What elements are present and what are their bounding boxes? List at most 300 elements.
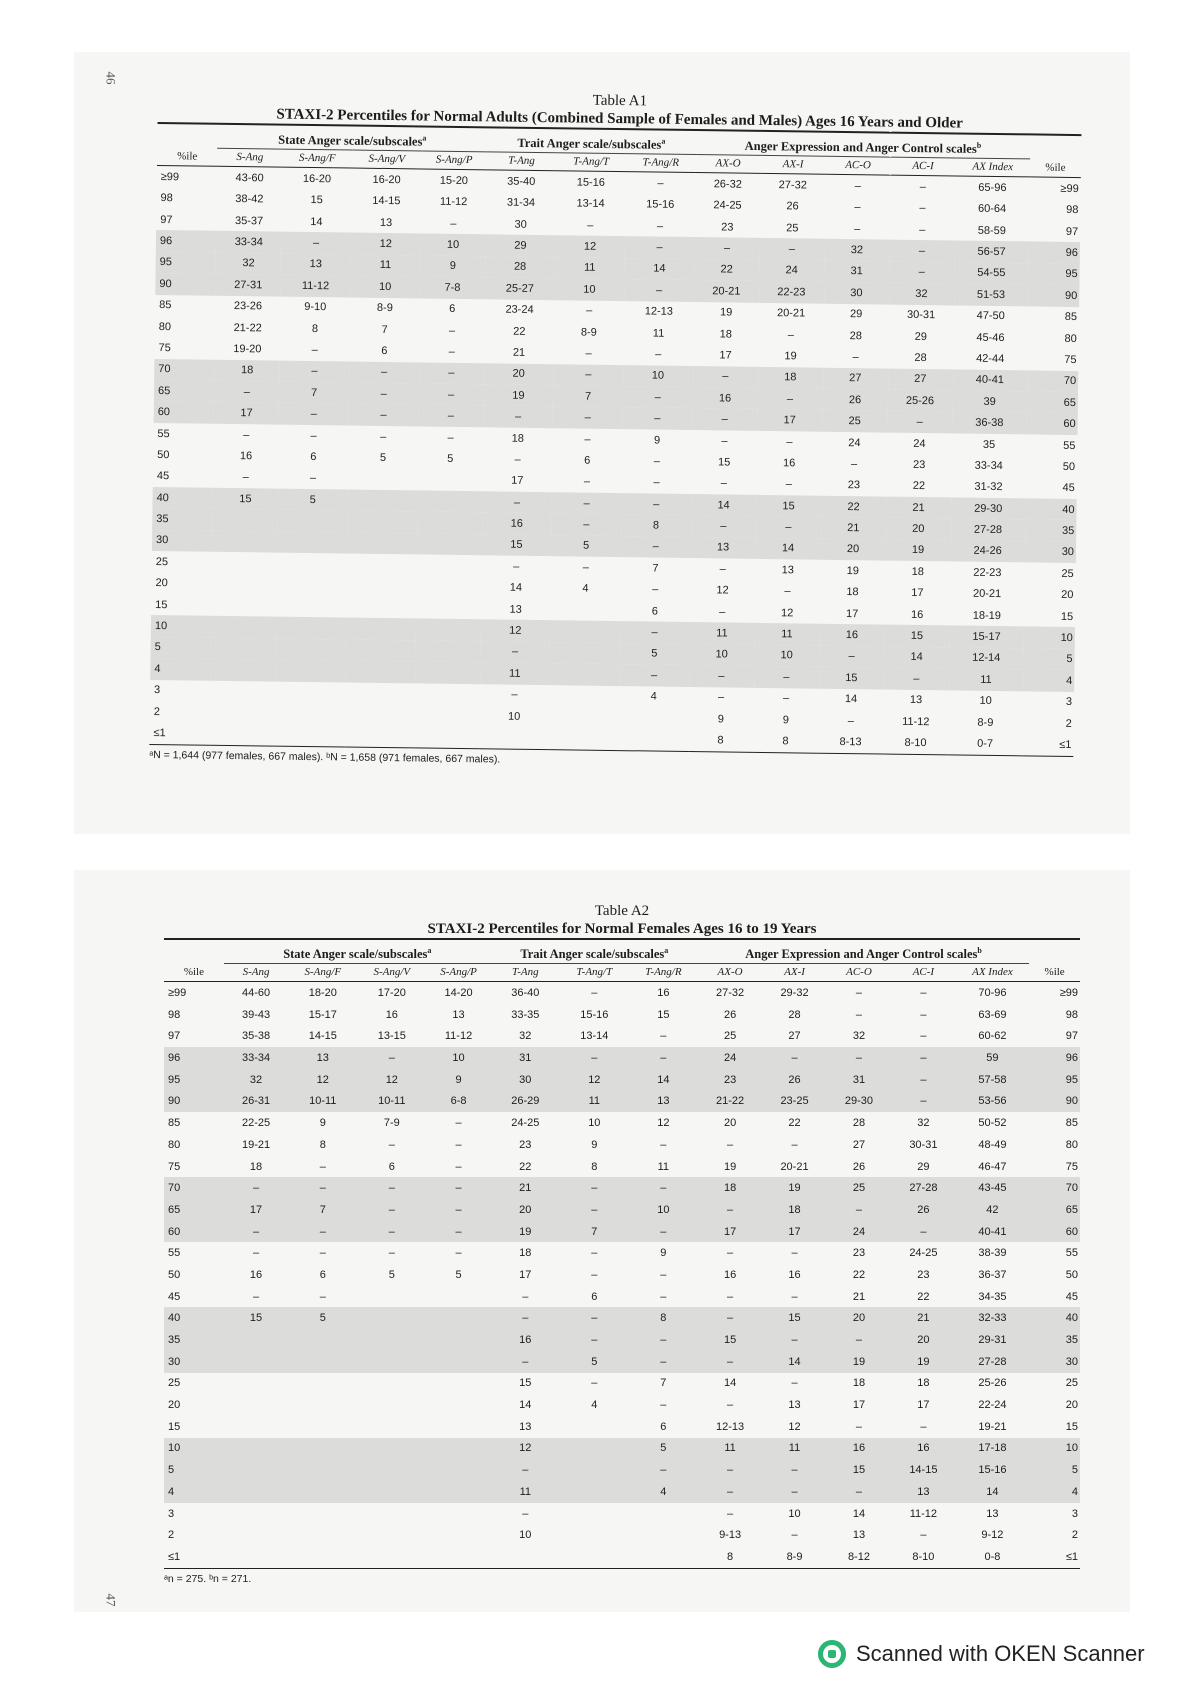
score-cell: 14 (762, 1351, 826, 1373)
score-cell: 0-7 (948, 733, 1023, 756)
score-cell: 35-38 (241, 1030, 271, 1043)
score-cell: 22-23 (759, 281, 824, 303)
column-header: AC-O (827, 964, 891, 982)
percentile-cell: 25 (155, 555, 169, 569)
percentile-cell: 75 (158, 341, 171, 355)
percentile-cell: 50 (1062, 460, 1076, 473)
corner-cell (1030, 134, 1081, 159)
page-number-top: 46 (103, 71, 119, 85)
score-cell: 8 (319, 1138, 326, 1151)
score-cell: 23-26 (233, 300, 263, 313)
score-cell: – (242, 471, 249, 484)
score-cell: 38-42 (235, 193, 264, 206)
score-cell: 11-12 (281, 275, 351, 297)
score-cell (417, 469, 482, 491)
score-cell: 32 (824, 239, 889, 261)
score-cell: – (787, 328, 794, 341)
percentile-cell: 3 (1071, 1507, 1078, 1520)
score-cell: 40-41 (956, 1221, 1030, 1243)
score-cell: 25 (723, 1030, 737, 1043)
score-cell: 29 (849, 308, 863, 321)
score-cell: – (252, 1290, 260, 1303)
score-cell: 16-20 (302, 172, 332, 186)
percentile-cell: ≤1 (1029, 1546, 1080, 1568)
score-cell (357, 1546, 426, 1568)
percentile-cell: 65 (154, 380, 215, 402)
score-cell (288, 1329, 357, 1351)
score-cell: – (560, 1307, 629, 1329)
score-cell: 43-60 (235, 171, 264, 185)
score-cell: – (582, 561, 589, 574)
score-cell: 12 (357, 1069, 426, 1091)
score-cell: – (762, 1481, 826, 1503)
score-cell (357, 1307, 426, 1329)
table-footnote: ᵃn = 275. ᵇn = 271. (164, 1572, 252, 1585)
score-cell: 65-96 (978, 181, 1007, 194)
score-cell: 27 (852, 1138, 866, 1151)
score-cell: 16-20 (372, 173, 401, 187)
score-cell: – (491, 1459, 560, 1481)
score-cell: – (522, 1507, 529, 1520)
table-row (164, 1307, 1080, 1329)
score-cell: – (310, 429, 317, 442)
score-cell (426, 1459, 490, 1481)
anger-expression-group-header: Anger Expression and Anger Control scales$^b$ (698, 939, 1029, 964)
score-cell: 19 (723, 1160, 737, 1173)
score-cell: – (920, 1529, 927, 1542)
score-cell: – (455, 1247, 462, 1260)
score-cell: 11 (480, 662, 550, 684)
score-cell: 14 (844, 693, 858, 706)
score-cell: 4 (650, 690, 657, 703)
score-cell: – (891, 1091, 955, 1113)
score-cell (224, 1459, 288, 1481)
score-cell: 20 (491, 1199, 560, 1221)
score-cell: – (591, 987, 598, 999)
score-cell: 13 (986, 1507, 999, 1520)
column-header: T-Ang (491, 964, 560, 982)
score-cell: – (491, 1307, 560, 1329)
percentile-cell: 2 (153, 705, 161, 718)
score-cell: 16 (910, 608, 924, 621)
corner-cell (164, 939, 224, 964)
score-cell: 7 (279, 382, 349, 404)
score-cell: 10 (350, 276, 420, 298)
score-cell: – (827, 1047, 891, 1069)
percentile-cell: 65 (1029, 1199, 1080, 1221)
percentile-cell: ≥99 (1059, 987, 1078, 999)
score-cell (426, 1416, 490, 1438)
percentile-cell: 90 (155, 273, 216, 295)
score-cell (288, 1459, 357, 1481)
score-cell (549, 706, 619, 728)
score-cell: 24 (827, 1221, 891, 1243)
score-cell: 17 (845, 607, 859, 620)
percentile-cell: 55 (1065, 1247, 1078, 1260)
score-cell: – (887, 411, 952, 433)
score-cell: 12-14 (949, 647, 1024, 669)
score-cell (357, 1438, 426, 1460)
score-cell: – (727, 1247, 734, 1260)
score-cell: 6 (651, 605, 659, 618)
score-cell (288, 1438, 357, 1460)
score-cell: – (591, 1247, 598, 1260)
score-cell: – (514, 453, 521, 466)
score-cell: – (698, 1199, 762, 1221)
corner-cell (1029, 939, 1080, 964)
score-cell: 28 (852, 1117, 866, 1130)
score-cell: 32 (224, 1069, 288, 1091)
percentile-cell: 40 (1025, 498, 1076, 520)
score-cell: 18 (214, 359, 279, 381)
scanner-logo-icon (818, 1640, 846, 1668)
score-cell: 45-46 (976, 331, 1005, 344)
score-cell: 9 (660, 1247, 667, 1260)
score-cell: 19-20 (233, 342, 262, 356)
score-cell: 18 (917, 1377, 930, 1390)
score-cell (426, 1438, 490, 1460)
score-cell: – (447, 431, 454, 444)
score-cell: 17 (224, 1199, 288, 1221)
score-cell: – (553, 364, 623, 386)
score-cell: 6 (584, 454, 591, 467)
score-cell: 14-15 (372, 195, 401, 208)
score-cell: 9 (717, 712, 724, 726)
score-cell: – (693, 366, 758, 388)
score-cell: 22 (694, 259, 759, 281)
score-cell: – (653, 476, 660, 489)
column-header: %ile (164, 964, 224, 982)
score-cell: 29-30 (951, 497, 1026, 519)
score-cell: 19 (827, 1351, 891, 1373)
score-cell: 24-25 (713, 199, 742, 212)
score-cell (224, 1438, 288, 1460)
score-cell: 46-47 (978, 1160, 1007, 1173)
score-cell: 19 (891, 1351, 955, 1373)
score-cell (415, 662, 480, 684)
percentile-cell: ≥99 (168, 987, 187, 999)
score-cell: – (309, 472, 317, 485)
score-cell: 13 (629, 1091, 698, 1113)
score-cell: 12 (657, 1117, 670, 1130)
score-cell (549, 685, 619, 707)
score-cell: 20 (886, 518, 951, 540)
percentile-table (164, 938, 1080, 1569)
score-cell: 10 (689, 644, 754, 666)
score-cell: 11 (657, 1160, 670, 1173)
score-cell: – (727, 1138, 734, 1151)
score-cell: 31-34 (506, 196, 536, 210)
score-cell (288, 1351, 357, 1373)
score-cell: 8-12 (827, 1546, 891, 1568)
percentile-cell: 30 (164, 1351, 224, 1373)
score-cell (629, 1546, 698, 1568)
table-row (164, 1112, 1080, 1134)
column-header: AC-O (825, 156, 890, 175)
score-cell: – (919, 180, 926, 193)
score-cell: 11-12 (902, 715, 930, 728)
score-cell (288, 1503, 357, 1525)
score-cell (357, 1524, 426, 1546)
score-cell: 18 (852, 1377, 866, 1390)
score-cell: 20 (827, 1307, 891, 1329)
score-cell: – (852, 351, 859, 364)
score-cell: 23 (519, 1138, 532, 1151)
percentile-cell: 80 (1064, 332, 1077, 345)
percentile-cell: 70 (1027, 370, 1078, 392)
percentile-cell: 97 (1065, 225, 1079, 238)
score-cell: – (719, 563, 726, 576)
score-cell: 18 (719, 327, 733, 341)
score-cell: 14 (509, 581, 523, 595)
score-cell (560, 1438, 629, 1460)
score-cell: 9 (591, 1138, 598, 1151)
score-cell: – (891, 1047, 955, 1069)
score-cell: 16 (385, 1008, 398, 1021)
score-cell (414, 726, 479, 749)
score-cell: – (629, 1459, 698, 1481)
score-cell: – (214, 381, 279, 403)
percentile-cell: 50 (1065, 1268, 1078, 1281)
score-cell: 21-22 (233, 321, 262, 334)
score-cell: 5 (455, 1268, 462, 1281)
score-cell: 9 (782, 713, 789, 726)
column-header: S-Ang/P (426, 964, 490, 982)
table-a2 (164, 902, 1080, 1585)
percentile-cell: 95 (156, 252, 217, 274)
score-cell (550, 621, 620, 643)
column-header: %ile (1030, 159, 1081, 178)
score-cell: 30-31 (909, 1138, 938, 1151)
score-cell: 15 (519, 1377, 532, 1390)
score-cell: – (483, 406, 553, 428)
score-cell: – (629, 1221, 698, 1243)
score-cell: 24-25 (511, 1117, 540, 1130)
score-cell: 33-35 (511, 1008, 540, 1021)
score-cell: 9 (319, 1117, 326, 1130)
score-cell: – (319, 1290, 326, 1303)
score-cell: – (625, 236, 695, 258)
score-cell: 7 (288, 1199, 357, 1221)
score-cell: 11 (491, 1481, 560, 1503)
percentile-cell: 70 (154, 359, 215, 381)
score-cell: 32 (852, 1030, 866, 1043)
score-cell: 11 (689, 622, 754, 644)
score-cell: 13 (281, 253, 351, 275)
score-cell: 16 (239, 450, 253, 463)
score-cell: 23-25 (762, 1091, 826, 1113)
score-cell: 24 (698, 1047, 762, 1069)
table-caption: STAXI-2 Percentiles for Normal Adults (Combined Sample of Females and Males) Ages 16 Years and Older (276, 106, 963, 132)
score-cell: 26-29 (491, 1091, 560, 1113)
score-cell: 16 (692, 387, 757, 409)
score-cell: 15 (224, 1307, 288, 1329)
table-row (164, 1069, 1080, 1091)
score-cell (288, 1416, 357, 1438)
score-cell (275, 724, 345, 747)
score-cell (347, 490, 417, 512)
percentile-cell: 15 (1065, 1420, 1078, 1433)
score-cell: – (720, 477, 728, 490)
score-cell: 17 (698, 1221, 762, 1243)
state-anger-group-header: State Anger scale/subscales$^a$ (224, 939, 491, 964)
score-cell: 8 (629, 1307, 698, 1329)
score-cell: 6 (381, 344, 388, 357)
score-cell: – (418, 405, 483, 427)
column-header: AX-I (762, 964, 826, 982)
score-cell: 13 (519, 1420, 532, 1433)
column-header: T-Ang/R (629, 964, 698, 982)
score-cell: 0-8 (956, 1546, 1030, 1568)
percentile-cell: 85 (1064, 311, 1078, 324)
score-cell: 9 (426, 1069, 490, 1091)
score-cell: 21 (891, 1307, 955, 1329)
score-cell: 11-12 (909, 1507, 938, 1520)
score-cell: 19-21 (241, 1138, 271, 1151)
percentile-cell: 45 (156, 470, 170, 483)
score-cell: 57-58 (956, 1069, 1030, 1091)
score-cell: – (891, 1221, 955, 1243)
score-cell: 36-40 (511, 987, 540, 999)
score-cell (288, 1546, 357, 1568)
score-cell: – (762, 1459, 826, 1481)
score-cell: – (620, 621, 690, 643)
score-cell: – (419, 362, 484, 384)
percentile-cell: 25 (1065, 1377, 1078, 1390)
score-cell: 7-9 (383, 1117, 400, 1130)
score-cell: 8 (688, 729, 753, 752)
score-cell: – (791, 1290, 798, 1303)
score-cell (417, 533, 482, 555)
score-cell: 24 (759, 260, 824, 282)
percentile-cell: 4 (1023, 670, 1074, 692)
percentile-cell: 5 (151, 637, 212, 659)
score-cell: 22 (513, 325, 526, 338)
score-cell: – (388, 1138, 395, 1151)
score-cell: – (319, 1160, 326, 1173)
score-cell: 20 (723, 1117, 737, 1130)
score-cell: 29-30 (827, 1091, 891, 1113)
column-header: AX-O (695, 155, 760, 174)
score-cell (560, 1416, 629, 1438)
score-cell: 26 (786, 200, 799, 213)
score-cell: 18 (511, 432, 525, 445)
score-cell (277, 574, 347, 596)
score-cell: 7 (381, 323, 388, 336)
anger-expression-group-header: Anger Expression and Anger Control scales$^b$ (696, 130, 1031, 159)
score-cell: – (552, 492, 622, 514)
score-cell (224, 1373, 288, 1395)
score-cell (415, 619, 480, 641)
score-cell: – (855, 1008, 863, 1021)
score-cell: 13 (909, 694, 923, 707)
score-cell: – (279, 360, 349, 382)
percentile-cell: 97 (1065, 1030, 1078, 1043)
score-cell: – (689, 665, 754, 687)
score-cell: 10-11 (288, 1091, 357, 1113)
score-cell: – (791, 1377, 798, 1390)
score-cell (415, 683, 480, 705)
score-cell (415, 640, 480, 662)
score-cell: 10 (754, 645, 819, 667)
score-cell: 27-31 (216, 274, 281, 296)
table-body (149, 166, 1080, 757)
score-cell: 24-26 (950, 540, 1025, 562)
score-cell: 15 (717, 456, 731, 469)
score-cell: 13 (788, 1399, 801, 1412)
score-cell: 11 (762, 1438, 826, 1460)
score-cell: 9 (420, 255, 485, 277)
score-cell: 59 (956, 1047, 1030, 1069)
score-cell: 14 (956, 1481, 1030, 1503)
score-cell: 8-10 (891, 1546, 955, 1568)
percentile-cell: 4 (1029, 1481, 1080, 1503)
score-cell: 9 (653, 434, 661, 447)
score-cell: 28 (849, 329, 863, 342)
score-cell: – (450, 217, 457, 230)
score-cell: – (854, 179, 861, 193)
column-header: AX-I (760, 156, 825, 175)
page-number-bottom: 47 (103, 1593, 119, 1607)
score-cell: 24 (848, 436, 861, 449)
score-cell (347, 511, 417, 533)
score-cell: 29-31 (956, 1329, 1030, 1351)
score-cell: 48-49 (978, 1138, 1007, 1151)
score-cell: 20-21 (780, 1160, 809, 1173)
score-cell (278, 510, 348, 532)
score-cell: 26-31 (224, 1091, 288, 1113)
percentile-cell: 55 (1063, 439, 1076, 452)
table-row (164, 1503, 1080, 1525)
percentile-cell: 60 (154, 401, 215, 423)
score-cell: 56-57 (954, 241, 1029, 263)
score-cell: – (560, 1199, 629, 1221)
score-cell (629, 1524, 698, 1546)
score-cell: 16 (482, 513, 552, 535)
score-cell: 18 (762, 1199, 826, 1221)
score-cell (549, 727, 619, 750)
score-cell (277, 531, 347, 553)
score-cell: 54-55 (954, 262, 1029, 284)
score-cell: 25-26 (887, 390, 952, 412)
score-cell: – (920, 987, 927, 999)
percentile-cell: 45 (1062, 482, 1075, 495)
percentile-cell: ≤1 (1022, 734, 1073, 757)
score-cell: 22 (519, 1160, 532, 1173)
score-cell: 14-20 (444, 987, 473, 999)
score-cell: 17 (719, 349, 732, 362)
score-cell: – (311, 344, 318, 357)
score-cell: 13 (891, 1481, 955, 1503)
score-cell: 17 (762, 1221, 826, 1243)
score-cell: 14-15 (308, 1030, 337, 1043)
score-cell: – (491, 1351, 560, 1373)
percentile-cell: 40 (152, 487, 213, 509)
percentile-cell: 20 (155, 577, 168, 590)
score-cell: – (585, 347, 592, 360)
score-cell: 15-16 (956, 1459, 1030, 1481)
score-cell: 19 (719, 306, 733, 319)
score-cell (347, 532, 417, 554)
score-cell: 7 (560, 1221, 629, 1243)
percentile-cell: 96 (156, 230, 217, 252)
score-cell (345, 703, 415, 725)
percentile-cell: 96 (1029, 1047, 1080, 1069)
score-cell (210, 680, 275, 702)
percentile-cell: 15 (155, 598, 168, 611)
score-cell: – (224, 1221, 288, 1243)
score-cell (417, 512, 482, 534)
